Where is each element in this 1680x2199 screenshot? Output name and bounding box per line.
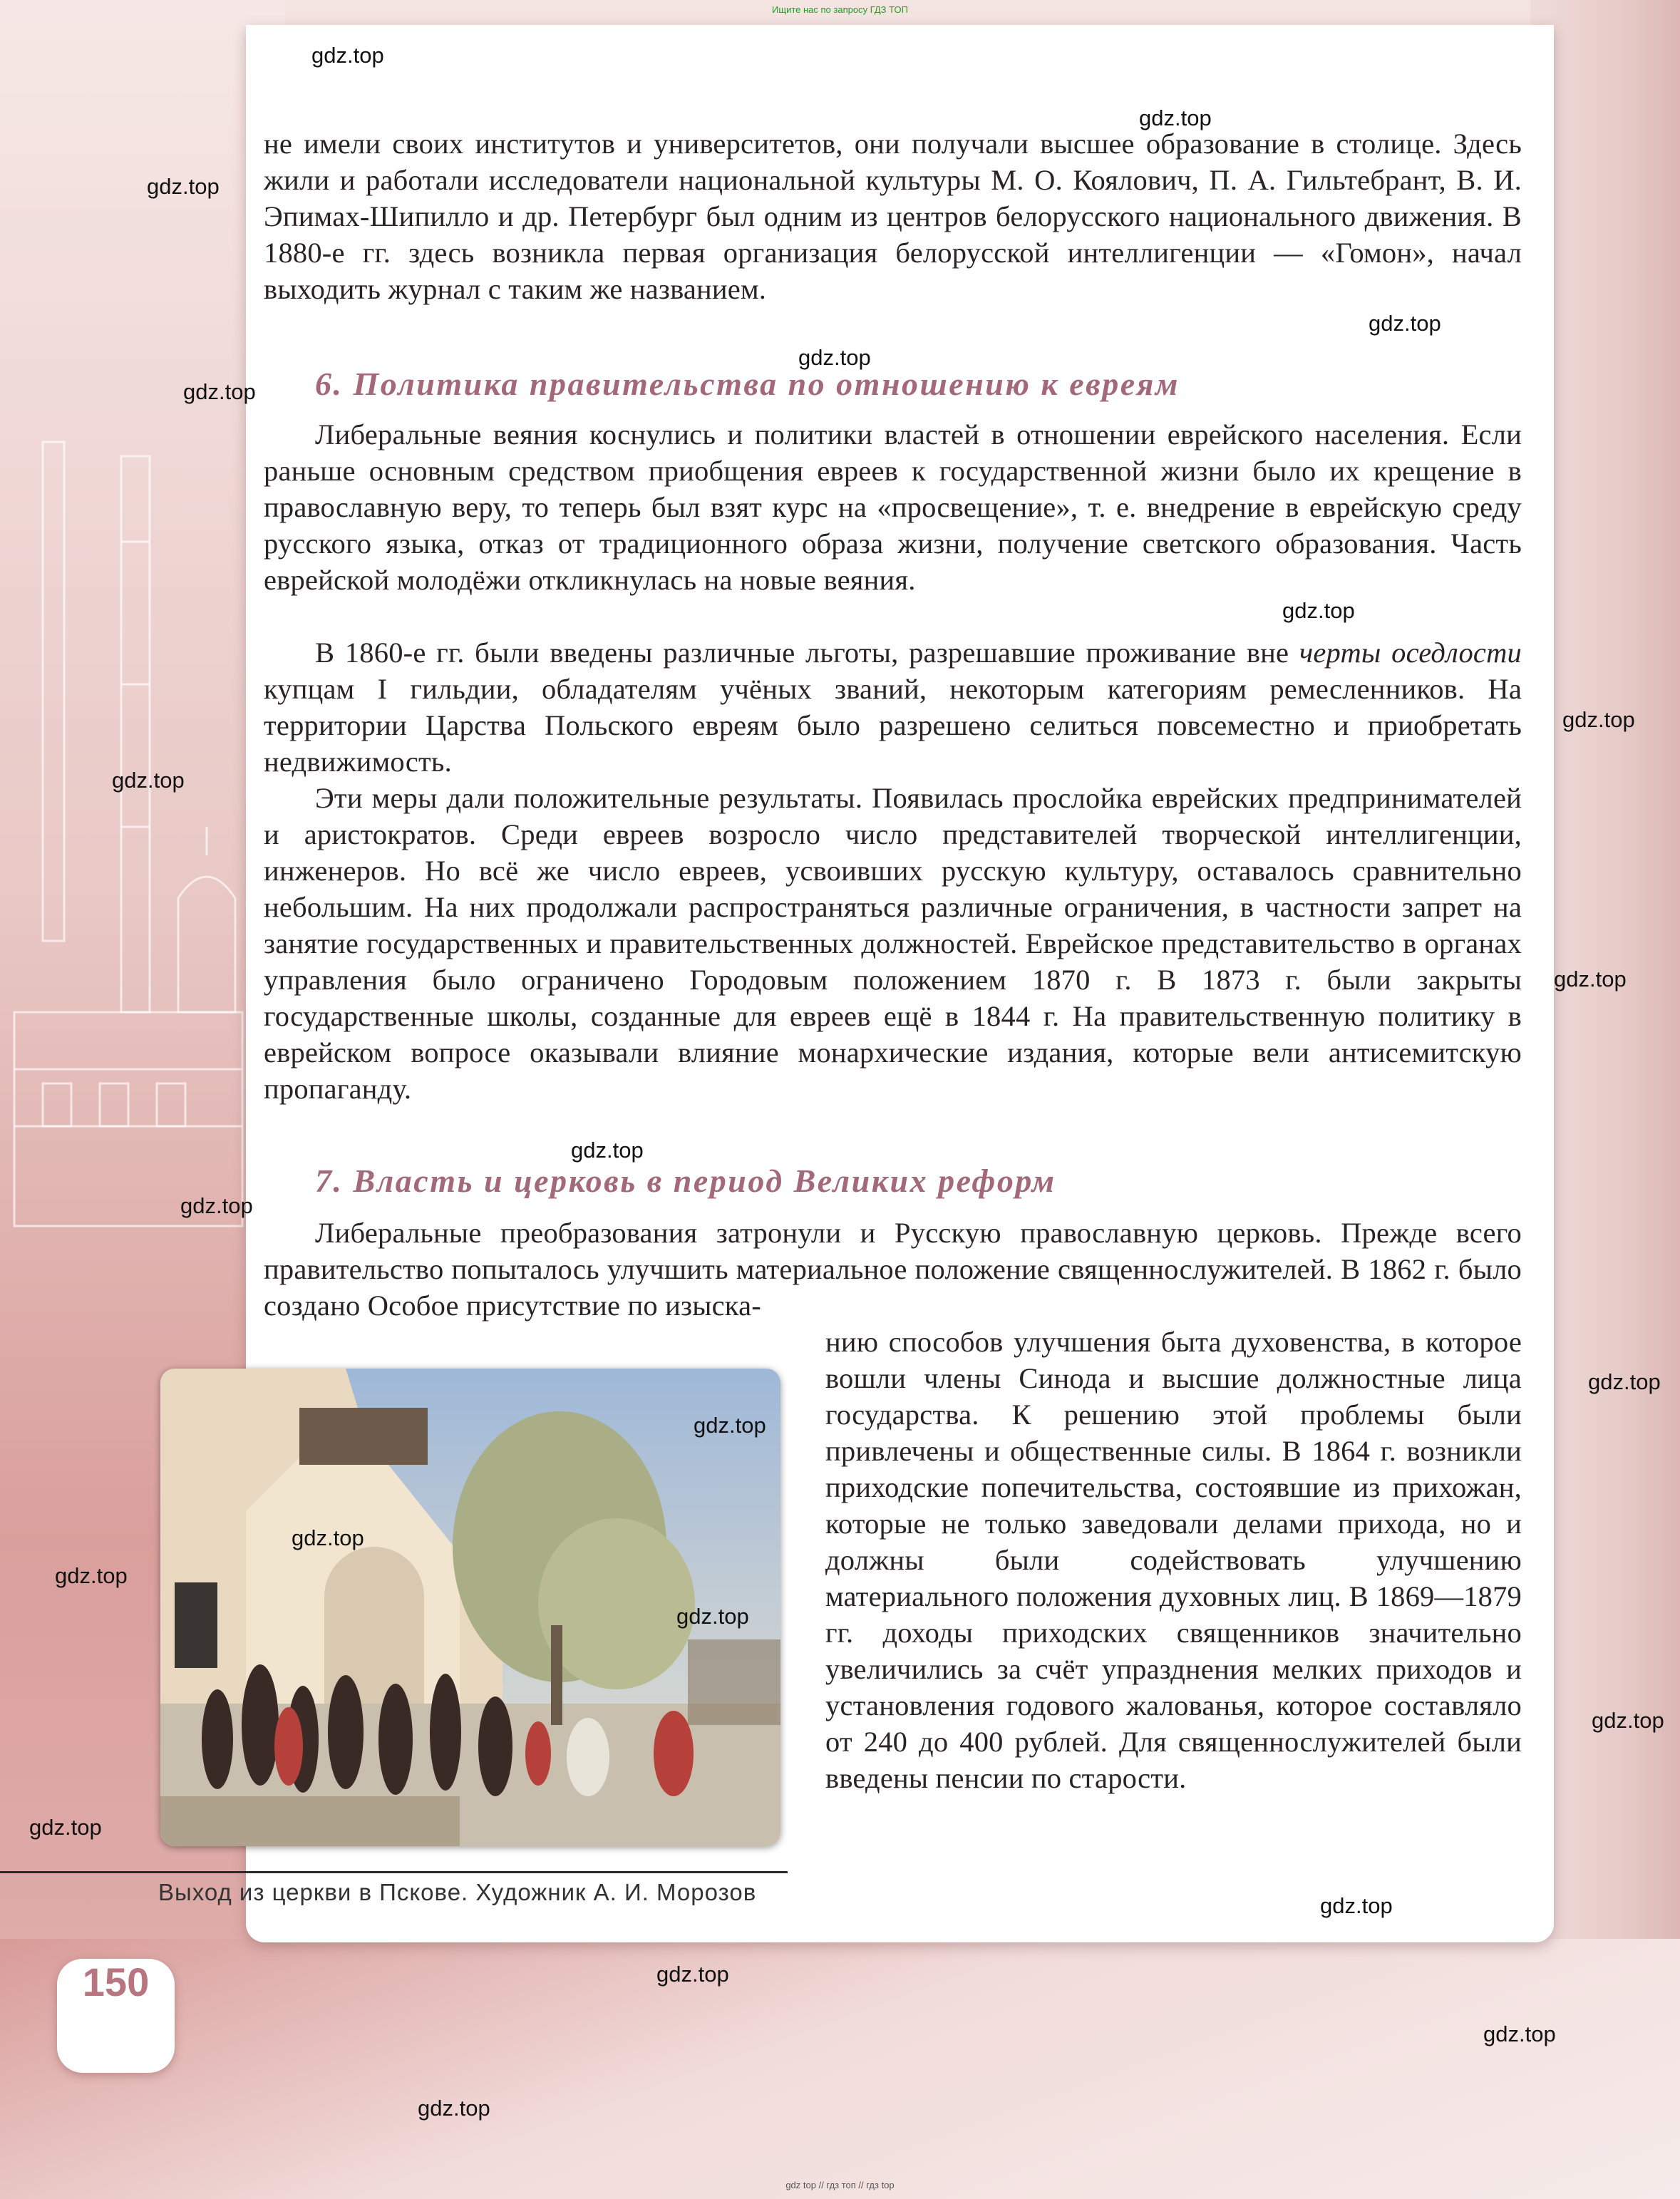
watermark: gdz.top <box>1483 2022 1556 2046</box>
watermark: gdz.top <box>1588 1369 1661 1394</box>
section-6-paragraph-1: Либеральные веяния коснулись и политики властей в отношении еврейского населения. Если раньше основным средством приобщения евреев к государственной жизни было их крещение в православную веру, то теперь был взят курс на «просвещение», т. е. внедрение в еврейскую среду русского языка, отказ от традиционного образа жизни, получение светского образования. Часть еврейской молодёжи откликнулась на новые веяния. <box>264 418 1522 596</box>
watermark: gdz.top <box>694 1413 766 1438</box>
watermark: gdz.top <box>292 1525 364 1550</box>
caption-divider <box>0 1871 788 1873</box>
top-notice: Ищите нас по запросу ГДЗ ТОП <box>772 4 908 15</box>
section-7-heading: 7. Власть и церковь в период Великих реформ <box>315 1163 1056 1199</box>
watermark: gdz.top <box>1369 311 1441 336</box>
watermark: gdz.top <box>55 1563 128 1588</box>
watermark: gdz.top <box>676 1604 749 1629</box>
bottom-decorative-background <box>0 1939 1680 2199</box>
watermark: gdz.top <box>29 1815 102 1840</box>
factory-sketch-illustration <box>0 399 257 1397</box>
section-6-paragraph-3: Эти меры дали положительные результаты. Появилась прослойка еврейских предпринимателей и аристократов. Среди евреев возросло число представителей творческой интеллигенции, инженеров. Но всё же число евреев, усвоивших русскую культуру, оставалось сравнительно небольшим. На них продолжали распространяться различные ограничения, в частности запрет на занятие государственных и правительственных должностей. Еврейское представительство в органах управления было ограничено Городовым положением 1870 г. В 1873 г. были закрыты государственные школы, созданные для евреев ещё в 1844 г. На правительственную политику в еврейском вопросе оказывали влияние монархические издания, которые вели антисемитскую пропаганду. <box>264 782 1522 1105</box>
bottom-notice: gdz top // гдз топ // гдз top <box>785 2180 895 2190</box>
section-7-paragraph-1-side: нию способов улучшения быта духовенства, в которое вошли члены Синода и высшие должностные лица государства. К решению этой проблемы были привлечены и общественные силы. В 1864 г. возникли приходские попечительства, состоявшие из прихожан, которые не только заведовали делами прихода, но и должны были содействовать улучшению материального положения духовных лиц. В 1869—1879 гг. доходы приходских священников значительно увеличились за счёт упразднения мелких приходов и установления годового жалованья, которое составляло от 240 до 400 рублей. Для священнослужителей были введены пенсии по старости. <box>825 1326 1522 1794</box>
watermark: gdz.top <box>418 2096 490 2121</box>
section-6-heading: 6. Политика правительства по отношению к евреям <box>315 366 1180 402</box>
intro-paragraph: не имели своих институтов и университетов, они получали высшее образование в столице. Здесь жили и работали исследователи национальной культуры М. О. Коялович, П. А. Гильтебрант, В. И. Эпимах-Шипилло и др. Петербург был одним из центров белорусского национального движения. В 1880-е гг. здесь возникла первая организация белорусской интеллигенции — «Гомон», начал выходить журнал с таким же названием. <box>264 128 1522 305</box>
term-pale-of-settlement: черты оседлости <box>1299 637 1522 669</box>
watermark: gdz.top <box>1320 1893 1393 1918</box>
page-number: 150 <box>57 1959 175 2073</box>
watermark: gdz.top <box>1592 1708 1664 1733</box>
watermark: gdz.top <box>183 379 256 404</box>
section-7-paragraph-1-top: Либеральные преобразования затронули и Русскую православную церковь. Прежде всего правительство попыталось улучшить материальное положение священнослужителей. В 1862 г. было создано Особое присутствие по изыска- <box>264 1217 1522 1322</box>
paragraph-text: В 1860-е гг. были введены различные льготы, разрешавшие проживание вне <box>315 637 1299 669</box>
watermark: gdz.top <box>656 1962 729 1987</box>
watermark: gdz.top <box>571 1138 644 1163</box>
paragraph-text: купцам I гильдии, обладателям учёных званий, некоторым категориям ремесленников. На территории Царства Польского евреям было разрешено селиться повсеместно и приобретать недвижимость. <box>264 673 1522 778</box>
watermark: gdz.top <box>1139 105 1212 130</box>
watermark: gdz.top <box>1562 707 1635 732</box>
watermark: gdz.top <box>112 768 185 793</box>
watermark: gdz.top <box>147 174 220 199</box>
watermark: gdz.top <box>311 43 384 68</box>
watermark: gdz.top <box>1282 598 1355 623</box>
watermark: gdz.top <box>180 1193 253 1218</box>
section-6-paragraph-2 <box>264 634 1522 780</box>
image-caption: Выход из церкви в Пскове. Художник А. И. Морозов <box>158 1879 757 1905</box>
watermark: gdz.top <box>1554 967 1627 992</box>
watermark: gdz.top <box>798 345 871 370</box>
